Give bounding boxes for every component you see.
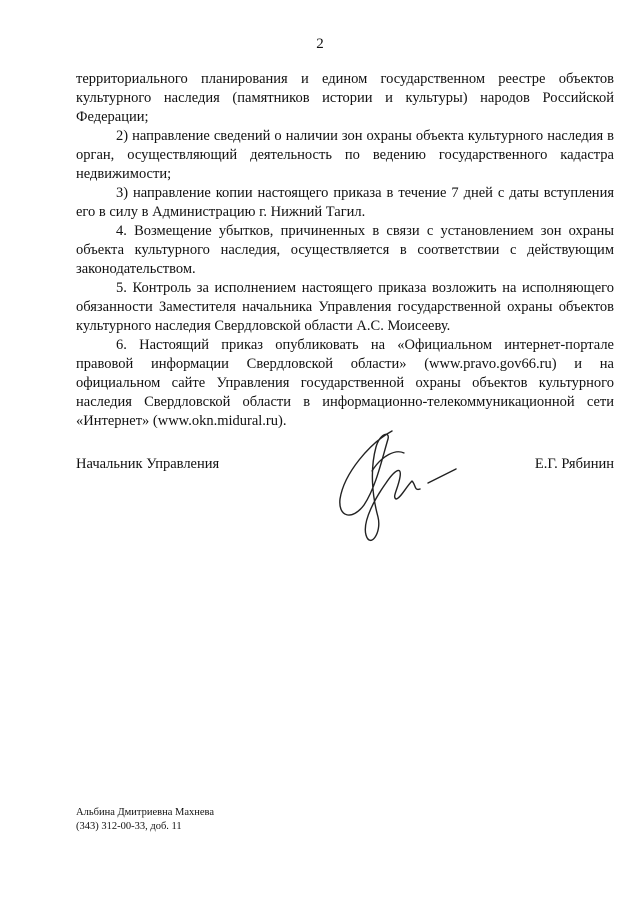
paragraph-5: 5. Контроль за исполнением настоящего приказа возложить на исполняющего обязанности Заместителя начальника Управления государственной охраны объектов культурного наследия Свердловской области А.С. Моисееву.	[76, 280, 614, 334]
paragraph-item-3: 3) направление копии настоящего приказа в течение 7 дней с даты вступления его в силу в Администрацию г. Нижний Тагил.	[76, 185, 614, 220]
signatory-position: Начальник Управления	[76, 456, 220, 472]
executor-name: Альбина Дмитриевна Махнева	[76, 807, 215, 818]
paragraph-6: 6. Настоящий приказ опубликовать на «Официальном интернет-портале правовой информации Свердловской области» (www.pravo.gov66.ru) и на официальном сайте Управления государственной охраны объектов культурного наследия Свердловской области в информационно-телекоммуникационной сети «Интернет» (www.okn.midural.ru).	[76, 337, 614, 429]
paragraph-item-2: 2) направление сведений о наличии зон охраны объекта культурного наследия в орган, осуществляющий деятельность по ведению государственного кадастра недвижимости;	[76, 128, 614, 182]
paragraph-continuation: территориального планирования и едином государственном реестре объектов культурного наследия (памятников истории и культуры) народов Российской Федерации;	[76, 71, 614, 125]
executor-phone: (343) 312-00-33, доб. 11	[76, 821, 182, 832]
signatory-name: Е.Г. Рябинин	[534, 456, 614, 472]
executor-info	[76, 806, 214, 834]
handwritten-signature	[330, 425, 470, 555]
document-body	[76, 70, 614, 431]
page-number: 2	[316, 36, 324, 52]
paragraph-4: 4. Возмещение убытков, причиненных в связи с установлением зон охраны объекта культурного наследия, осуществляется в соответствии с действующим законодательством.	[76, 223, 614, 277]
